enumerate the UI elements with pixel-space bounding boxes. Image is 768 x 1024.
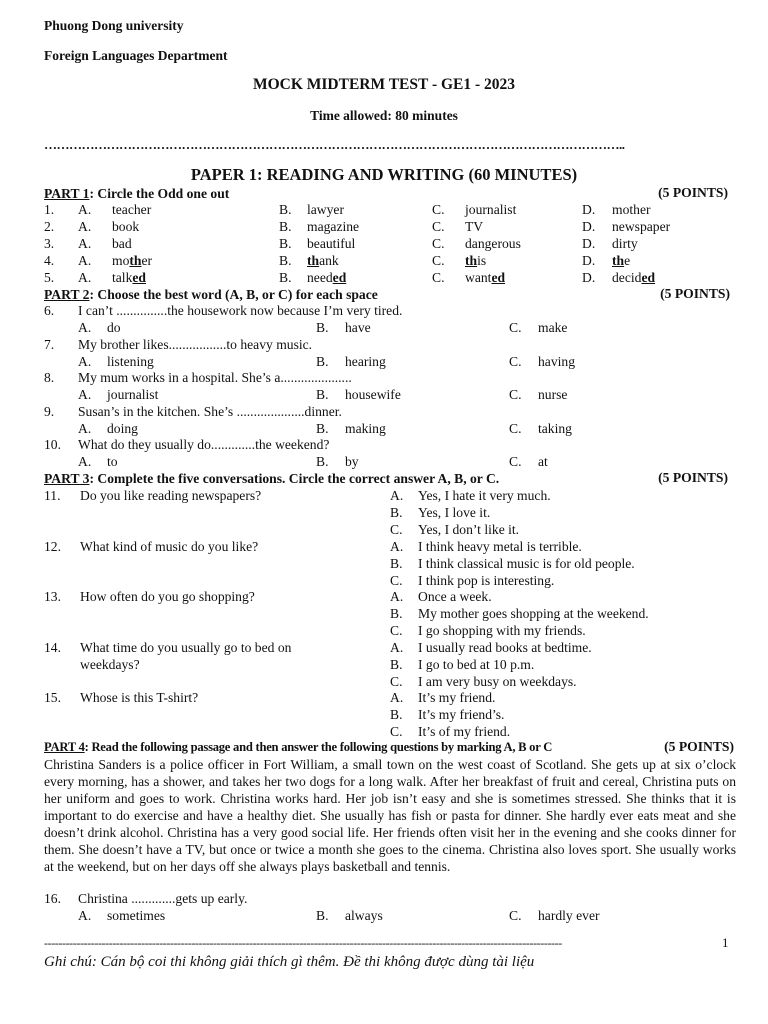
option-letter: D. <box>582 253 596 268</box>
option-letter: D. <box>582 202 596 217</box>
option-text[interactable]: Yes, I love it. <box>418 505 491 520</box>
part1-heading <box>44 185 229 202</box>
option-word-text: TV <box>465 219 484 234</box>
part4-instruction: : Read the following passage and then answer the following questions by marking A, B or C <box>84 740 553 754</box>
option-letter: B. <box>279 270 292 285</box>
option-text[interactable]: Yes, I hate it very much. <box>418 488 551 503</box>
option-word[interactable] <box>612 269 655 286</box>
option-letter: A. <box>78 387 92 402</box>
underlined-sound: ed <box>641 270 656 285</box>
option-text[interactable]: I go shopping with my friends. <box>418 623 586 639</box>
option-letter: C. <box>509 908 522 923</box>
question-number: 13. <box>44 589 61 605</box>
option-letter: D. <box>582 219 596 234</box>
option-letter: A. <box>78 253 92 268</box>
option-text[interactable]: It’s my friend. <box>418 690 496 706</box>
test-title: MOCK MIDTERM TEST - GE1 - 2023 <box>252 76 516 93</box>
underlined-sound: ed <box>332 270 347 285</box>
option-letter: B. <box>316 420 329 436</box>
question-text: Susan’s in the kitchen. She’s ....................dinner. <box>78 403 342 419</box>
option-letter: A. <box>78 320 92 335</box>
paper-title: PAPER 1: READING AND WRITING (60 MINUTES) <box>190 165 578 184</box>
option-text[interactable]: I think classical music is for old people. <box>418 555 635 571</box>
option-word[interactable] <box>465 252 486 269</box>
option-word-text: e <box>624 253 631 268</box>
option-text[interactable]: nurse <box>538 387 568 402</box>
option-word[interactable] <box>612 235 638 252</box>
part2-points: (5 POINTS) <box>660 286 730 301</box>
option-letter: D. <box>582 236 596 251</box>
question-text-continued: weekdays? <box>80 656 140 672</box>
option-letter: C. <box>509 353 522 369</box>
underlined-sound: ed <box>132 270 146 285</box>
option-letter: A. <box>78 219 92 234</box>
option-letter: A. <box>78 908 92 923</box>
option-word[interactable] <box>112 218 139 235</box>
option-letter: A. <box>78 454 92 469</box>
option-word[interactable] <box>612 218 670 235</box>
option-word-text: newspaper <box>612 219 671 234</box>
underlined-sound: ed <box>491 270 506 285</box>
option-word[interactable] <box>465 201 516 218</box>
question-text: My brother likes.................to heavy music. <box>78 336 313 352</box>
option-word-text: beautiful <box>307 236 356 251</box>
option-letter: A. <box>78 202 92 217</box>
option-word[interactable] <box>465 218 483 235</box>
option-text[interactable]: My mother goes shopping at the weekend. <box>418 606 649 622</box>
option-text[interactable]: always <box>345 908 383 923</box>
underlined-sound: th <box>612 253 625 268</box>
option-letter: B. <box>390 555 403 571</box>
option-text[interactable]: I usually read books at bedtime. <box>418 639 592 655</box>
underlined-sound: th <box>129 253 142 268</box>
question-number: 3. <box>44 236 55 251</box>
option-word-text: bad <box>112 236 132 251</box>
option-letter: C. <box>390 673 403 689</box>
part1-label: PART 1 <box>44 186 90 201</box>
option-text[interactable]: doing <box>107 420 138 436</box>
question-number: 16. <box>44 891 61 906</box>
option-letter: C. <box>509 454 522 469</box>
option-letter: B. <box>390 656 403 672</box>
question-number: 11. <box>44 488 61 503</box>
option-word-text: mother <box>612 202 651 217</box>
option-letter: B. <box>279 253 292 268</box>
question-number: 10. <box>44 437 61 452</box>
option-word-text: need <box>307 270 333 285</box>
part2-instruction: : Choose the best word (A, B, or C) for each space <box>89 287 378 302</box>
part3-label: PART 3 <box>44 471 90 486</box>
option-letter: C. <box>390 724 403 740</box>
footer-separator: ------------------------------------------------------------------------------------------------------------------------------------------------ <box>44 936 562 950</box>
option-word-text: magazine <box>307 219 360 234</box>
option-letter: A. <box>78 420 92 436</box>
option-letter: B. <box>316 908 329 923</box>
option-text[interactable]: having <box>538 353 575 369</box>
part2-heading <box>44 286 378 303</box>
option-text[interactable]: do <box>107 320 121 335</box>
question-number: 14. <box>44 639 61 655</box>
option-letter: B. <box>279 219 292 234</box>
page-number: 1 <box>722 935 729 950</box>
dotted-separator: ………………………………………………………………………………………………………………………….. <box>44 137 625 152</box>
part1-instruction: : Circle the Odd one out <box>89 186 230 201</box>
option-letter: B. <box>390 707 403 723</box>
underlined-sound: th <box>307 253 320 268</box>
option-text[interactable]: at <box>538 454 548 469</box>
option-letter: B. <box>316 387 329 402</box>
question-text: I can’t ...............the housework now because I’m very tired. <box>78 303 403 318</box>
option-word-text: talk <box>112 270 133 285</box>
option-letter: A. <box>390 589 404 605</box>
option-letter: A. <box>78 353 92 369</box>
option-letter: B. <box>316 353 329 369</box>
question-text: Do you like reading newspapers? <box>80 488 262 503</box>
question-number: 15. <box>44 690 61 706</box>
option-letter: B. <box>390 606 403 622</box>
option-letter: A. <box>390 538 404 554</box>
option-word[interactable] <box>307 235 355 252</box>
university-name: Phuong Dong university <box>44 18 184 33</box>
option-word-text: is <box>477 253 487 268</box>
option-text[interactable]: It’s my friend’s. <box>418 707 505 723</box>
option-word[interactable] <box>112 269 146 286</box>
option-text[interactable]: taking <box>538 420 572 436</box>
part4-points: (5 POINTS) <box>664 739 734 754</box>
option-word-text: er <box>141 253 153 268</box>
option-letter: A. <box>78 236 92 251</box>
option-letter: C. <box>390 572 403 588</box>
question-number: 12. <box>44 538 61 554</box>
option-letter: B. <box>390 505 403 520</box>
department-name: Foreign Languages Department <box>44 48 228 63</box>
option-word[interactable] <box>465 269 505 286</box>
time-allowed: Time allowed: 80 minutes <box>310 108 458 123</box>
option-word-text: decid <box>612 270 642 285</box>
option-letter: A. <box>78 270 92 285</box>
option-text[interactable]: journalist <box>107 387 159 402</box>
option-word[interactable] <box>112 252 152 269</box>
question-number: 9. <box>44 403 55 419</box>
option-letter: C. <box>432 202 445 217</box>
question-text: Christina .............gets up early. <box>78 891 248 906</box>
question-number: 5. <box>44 270 55 285</box>
option-text[interactable]: listening <box>107 353 154 369</box>
question-text: What do they usually do.............the weekend? <box>78 437 330 452</box>
option-text[interactable]: housewife <box>345 387 401 402</box>
option-letter: B. <box>316 320 329 335</box>
option-letter: C. <box>509 387 522 402</box>
option-letter: A. <box>390 488 404 503</box>
question-text: How often do you go shopping? <box>80 589 255 605</box>
option-letter: A. <box>390 639 404 655</box>
question-text: What kind of music do you like? <box>80 538 259 554</box>
option-word[interactable] <box>307 269 346 286</box>
option-letter: D. <box>582 270 596 285</box>
option-letter: C. <box>390 623 403 639</box>
part2-label: PART 2 <box>44 287 90 302</box>
option-text[interactable]: hardly ever <box>538 908 600 923</box>
question-number: 2. <box>44 219 55 234</box>
option-word-text: ank <box>319 253 339 268</box>
reading-passage: Christina Sanders is a police officer in Fort William, a small town on the west coast of Scotland. She gets up at six o’clock every morning, has a shower, and takes her two dogs for a long walk. After her breakfast of fruit and cereal, Christina puts on her uniform and goes to work. Christina works hard. Her job isn’t easy and she is sometimes stressed. She thinks that it is important to do exercise and have a healthy diet. She usually has fish or pasta for dinner. She hardly ever eats meat and she doesn’t drink alcohol. Christina has a very good social life. Her friends often visit her in the evening and she cooks dinner for them. She doesn’t have a TV, but once or twice a month she goes to the cinema. Christina also loves sport. She usually works at the weekend, but on her days off she always plays basketball and tennis. <box>44 757 736 874</box>
option-text[interactable]: I go to bed at 10 p.m. <box>418 656 535 672</box>
option-text[interactable]: It’s of my friend. <box>418 724 511 740</box>
footer-note: Ghi chú: Cán bộ coi thi không giải thích gì thêm. Đề thi không được dùng tài liệu <box>44 954 535 970</box>
option-word[interactable] <box>307 218 359 235</box>
option-word[interactable] <box>612 201 651 218</box>
option-text[interactable]: sometimes <box>107 908 166 923</box>
part3-heading <box>44 470 499 487</box>
option-text[interactable]: I am very busy on weekdays. <box>418 673 577 689</box>
option-letter: C. <box>432 270 445 285</box>
option-word-text: mo <box>112 253 130 268</box>
option-letter: B. <box>279 236 292 251</box>
option-letter: C. <box>432 236 445 251</box>
option-word[interactable] <box>307 201 344 218</box>
option-word[interactable] <box>307 252 339 269</box>
option-letter: C. <box>390 522 403 537</box>
option-text[interactable]: to <box>107 454 118 469</box>
part4-heading <box>44 739 552 756</box>
question-text: What time do you usually go to bed on <box>80 639 292 655</box>
part3-points: (5 POINTS) <box>658 470 728 485</box>
question-number: 6. <box>44 303 55 318</box>
option-word-text: dirty <box>612 236 638 251</box>
question-text: Whose is this T-shirt? <box>80 690 199 706</box>
option-text[interactable]: hearing <box>345 353 386 369</box>
option-word-text: want <box>465 270 492 285</box>
option-letter: C. <box>432 219 445 234</box>
option-word-text: lawyer <box>307 202 344 217</box>
option-text[interactable]: have <box>345 320 371 335</box>
question-number: 8. <box>44 370 55 385</box>
option-word-text: teacher <box>112 202 152 217</box>
option-word-text: dangerous <box>465 236 521 251</box>
option-word[interactable] <box>112 201 151 218</box>
option-letter: C. <box>509 420 522 436</box>
option-word-text: book <box>112 219 140 234</box>
option-letter: C. <box>509 320 522 335</box>
option-text[interactable]: Yes, I don’t like it. <box>418 522 520 537</box>
part3-instruction: : Complete the five conversations. Circle the correct answer A, B, or C. <box>89 471 500 486</box>
question-text: My mum works in a hospital. She’s a..................... <box>78 370 352 385</box>
option-word[interactable] <box>465 235 521 252</box>
question-number: 7. <box>44 336 55 352</box>
option-text[interactable]: making <box>345 420 386 436</box>
question-number: 1. <box>44 202 55 217</box>
option-letter: C. <box>432 253 445 268</box>
option-letter: A. <box>390 690 404 706</box>
underlined-sound: th <box>465 253 478 268</box>
option-text[interactable]: I think heavy metal is terrible. <box>418 538 582 554</box>
option-text[interactable]: make <box>538 320 568 335</box>
option-word-text: journalist <box>465 202 517 217</box>
question-number: 4. <box>44 253 55 268</box>
option-word[interactable] <box>612 252 630 269</box>
option-letter: B. <box>279 202 292 217</box>
option-word[interactable] <box>112 235 132 252</box>
option-letter: B. <box>316 454 329 469</box>
option-text[interactable]: by <box>345 454 359 469</box>
option-text[interactable]: I think pop is interesting. <box>418 572 555 588</box>
part4-label: PART 4 <box>44 740 85 754</box>
option-text[interactable]: Once a week. <box>418 589 492 605</box>
part1-points: (5 POINTS) <box>658 185 728 200</box>
